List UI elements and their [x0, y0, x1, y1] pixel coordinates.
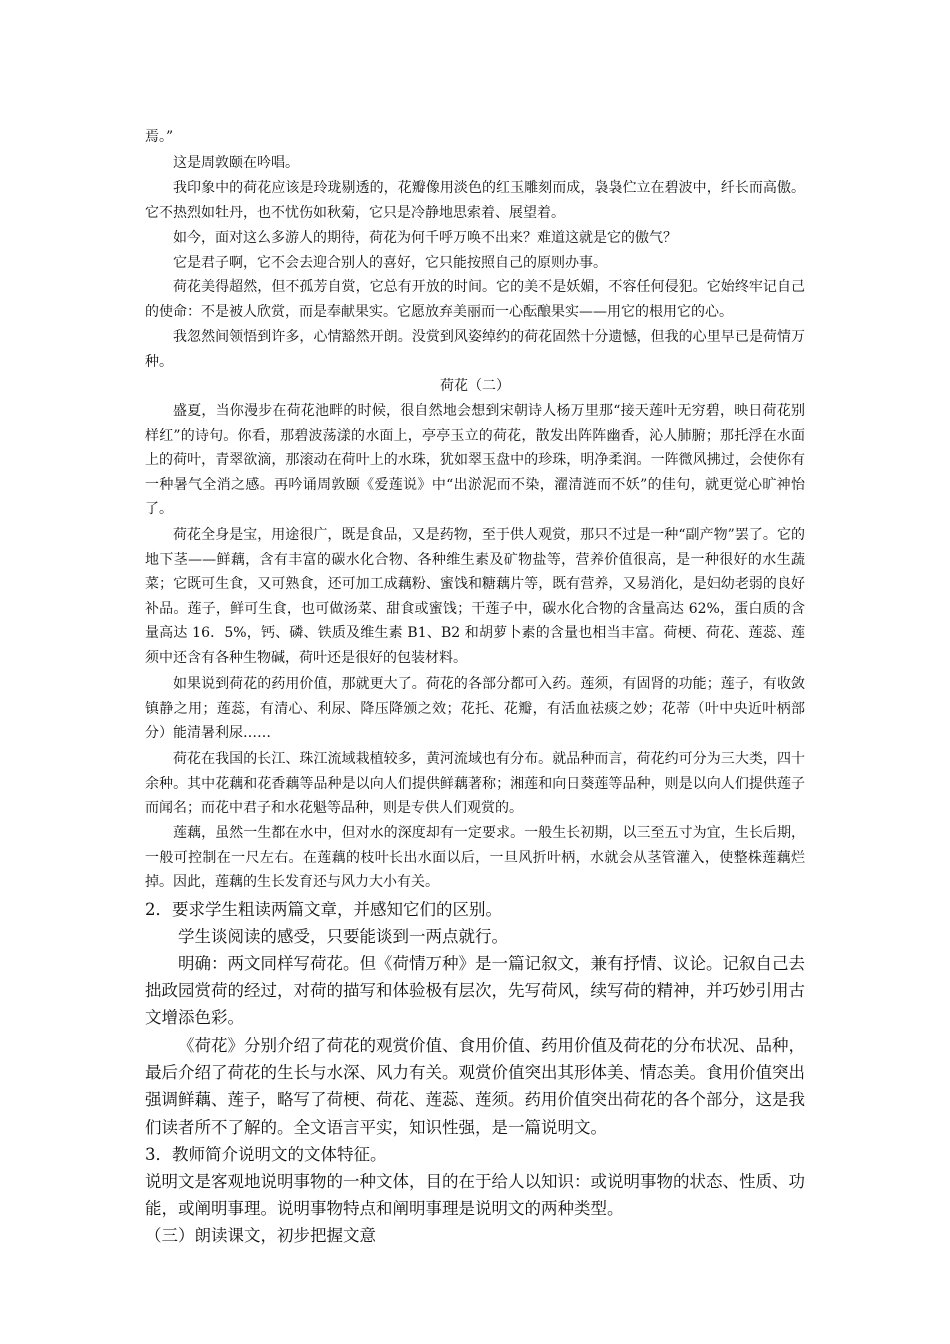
- paragraph: 明确：两文同样写荷花。但《荷情万种》是一篇记叙文，兼有抒情、议论。记叙自己去拙政园赏荷的经过，对荷的描写和体验极有层次，先写荷风，续写荷的精神，并巧妙引用古文增添色彩。: [145, 954, 805, 1028]
- paragraph: 盛夏，当你漫步在荷花池畔的时候，很自然地会想到宋朝诗人杨万里那“接天莲叶无穷碧，映日荷花别样红”的诗句。你看，那碧波荡漾的水面上，亭亭玉立的荷花，散发出阵阵幽香，沁人肺腑；那托浮在水面上的荷叶，青翠欲滴，那滚动在荷叶上的水珠，犹如翠玉盘中的珍珠，明净柔润。一阵微风拂过，会使你有一种暑气全消之感。再吟诵周敦颐《爱莲说》中“出淤泥而不染，濯清涟而不妖”的佳句，就更觉心旷神怡了。: [145, 403, 805, 518]
- paragraph: 荷花全身是宝，用途很广，既是食品，又是药物，至于供人观赏，那只不过是一种“副产物”罢了。它的地下茎——鲜藕，含有丰富的碳水化合物、各种维生素及矿物盐等，营养价值很高，是一种很好的水生蔬菜；它既可生食，又可熟食，还可加工成藕粉、蜜饯和糖藕片等，既有营养，又易消化，是妇幼老弱的良好补品。莲子，鲜可生食，也可做汤菜、甜食或蜜饯；干莲子中，碳水化合物的含量高达 62%，蛋白质的含量高达 16．5%，钙、磷、铁质及维生素 B1、B2 和胡萝卜素的含量也相当丰富。荷梗、荷花、莲蕊、莲须中还含有各种生物碱，荷叶还是很好的包装材料。: [145, 527, 805, 666]
- paragraph: 我印象中的荷花应该是玲珑剔透的，花瓣像用淡色的红玉雕刻而成，袅袅伫立在碧波中，纤长而高傲。它不热烈如牡丹，也不忧伤如秋菊，它只是冷静地思索着、展望着。: [145, 180, 805, 221]
- paragraph: 莲藕，虽然一生都在水中，但对水的深度却有一定要求。一般生长初期，以三至五寸为宜，生长后期，一般可控制在一尺左右。在莲藕的枝叶长出水面以后，一旦风折叶柄，水就会从茎管灌入，使整株莲藕烂掉。因此，莲藕的生长发育还与风力大小有关。: [145, 825, 805, 891]
- paragraph: 我忽然间领悟到许多，心情豁然开朗。没赏到风姿绰约的荷花固然十分遗憾，但我的心里早已是荷情万种。: [145, 329, 805, 370]
- paragraph: 《荷花》分别介绍了荷花的观赏价值、食用价值、药用价值及荷花的分布状况、品种，最后介绍了荷花的生长与水深、风力有关。观赏价值突出其形体美、情态美。食用价值突出强调鲜藕、莲子，略写了荷梗、荷花、莲蕊、莲须。药用价值突出荷花的各个部分，这是我们读者所不了解的。全文语言平实，知识性强，是一篇说明文。: [145, 1036, 805, 1137]
- paragraph: 这是周敦颐在吟唱。: [173, 155, 299, 171]
- paragraph: 说明文是客观地说明事物的一种文体，目的在于给人以知识：或说明事物的状态、性质、功能，或阐明事理。说明事物特点和阐明事理是说明文的两种类型。: [145, 1172, 805, 1219]
- paragraph-quote-end: 焉。”: [145, 129, 174, 145]
- section-title: 荷花（二）: [440, 378, 510, 394]
- section-heading: （三）朗读课文，初步把握文意: [145, 1226, 376, 1245]
- step-heading: 3．教师简介说明文的文体特征。: [145, 1145, 387, 1164]
- step-heading: 2．要求学生粗读两篇文章，并感知它们的区别。: [145, 900, 502, 919]
- paragraph: 学生谈阅读的感受，只要能谈到一两点就行。: [178, 927, 508, 946]
- paragraph: 荷花在我国的长江、珠江流域栽植较多，黄河流域也有分布。就品种而言，荷花约可分为三大类，四十余种。其中花藕和花香藕等品种是以向人们提供鲜藕著称；湘莲和向日葵莲等品种，则是以向人们提供莲子而闻名；而花中君子和水花魁等品种，则是专供人们观赏的。: [145, 751, 805, 817]
- paragraph: 如果说到荷花的药用价值，那就更大了。荷花的各部分都可入药。莲须，有固肾的功能；莲子，有收敛镇静之用；莲蕊，有清心、利尿、降压降颁之效；花托、花瓣，有活血祛痰之妙；花蒂（叶中央近叶柄部分）能清暑利尿……: [145, 676, 805, 742]
- paragraph: 荷花美得超然，但不孤芳自赏，它总有开放的时间。它的美不是妖媚，不容任何侵犯。它始终牢记自己的使命：不是被人欣赏，而是奉献果实。它愿放弃美丽而一心酝酿果实——用它的根用它的心。: [145, 279, 805, 320]
- paragraph: 如今，面对这么多游人的期待，荷花为何千呼万唤不出来？难道这就是它的傲气？: [173, 230, 677, 246]
- paragraph: 它是君子啊，它不会去迎合别人的喜好，它只能按照自己的原则办事。: [173, 255, 607, 271]
